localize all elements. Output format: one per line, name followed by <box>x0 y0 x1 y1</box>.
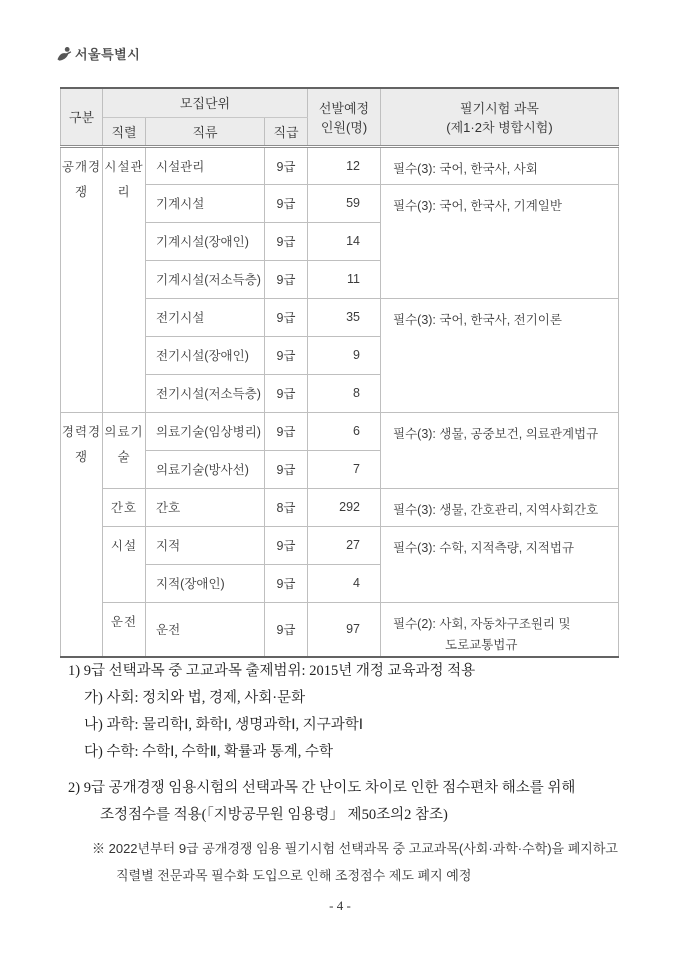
cell-grade: 9급 <box>265 526 308 564</box>
header-seonbal-line2: 인원(명) <box>320 119 368 135</box>
cell-count: 97 <box>308 602 381 657</box>
header-jikryu: 직류 <box>146 117 265 146</box>
cell-grade: 9급 <box>265 564 308 602</box>
cell-count: 12 <box>308 146 381 184</box>
cell-jikryeol: 의료기술 <box>103 412 146 488</box>
page-number: - 4 - <box>329 898 351 913</box>
cell-gubun: 공개경쟁 <box>61 146 103 412</box>
cell-subjects: 필수(3): 국어, 한국사, 기계일반 <box>381 184 619 298</box>
note-3-line2: 직렬별 전문과목 필수화 도입으로 인해 조정점수 제도 폐지 예정 <box>116 868 472 883</box>
table-row <box>61 146 619 184</box>
table-row <box>61 488 619 526</box>
cell-count: 7 <box>308 450 381 488</box>
note-3-line1: ※ 2022년부터 9급 공개경쟁 임용 필기시험 선택과목 중 고교과목(사회·과학·수학)을 폐지하고 <box>92 841 618 856</box>
cell-count: 292 <box>308 488 381 526</box>
header-gubun: 구분 <box>61 88 103 146</box>
note-2-line1: 2) 9급 공개경쟁 임용시험의 선택과목 간 난이도 차이로 인한 점수편차 해소를 위해 <box>68 780 576 796</box>
cell-grade: 9급 <box>265 602 308 657</box>
note-1c: 다) 수학: 수학Ⅰ, 수학Ⅱ, 확률과 통계, 수학 <box>84 744 333 760</box>
cell-subjects: 필수(3): 생물, 공중보건, 의료관계법규 <box>381 412 619 488</box>
seoul-logo <box>56 44 140 63</box>
cell-jikryu: 간호 <box>146 488 265 526</box>
cell-count: 9 <box>308 336 381 374</box>
cell-count: 14 <box>308 222 381 260</box>
cell-jikryeol: 간호 <box>103 488 146 526</box>
cell-jikryeol: 운전 <box>103 602 146 657</box>
cell-jikryu: 전기시설 <box>146 298 265 336</box>
header-seonbal-line1: 선발예정 <box>318 100 370 116</box>
logo-text: 서울특별시 <box>75 47 141 62</box>
cell-jikryu: 운전 <box>146 602 265 657</box>
cell-grade: 8급 <box>265 488 308 526</box>
cell-grade: 9급 <box>265 412 308 450</box>
cell-subjects: 필수(3): 국어, 한국사, 전기이론 <box>381 298 619 412</box>
cell-jikryu: 의료기술(방사선) <box>146 450 265 488</box>
cell-count: 8 <box>308 374 381 412</box>
cell-jikryu: 전기시설(저소득층) <box>146 374 265 412</box>
header-jikgeup: 직급 <box>265 117 308 146</box>
cell-count: 6 <box>308 412 381 450</box>
cell-subjects-line1: 필수(2): 사회, 자동차구조원리 및 <box>393 616 571 631</box>
cell-count: 11 <box>308 260 381 298</box>
table-row <box>61 412 619 450</box>
cell-grade: 9급 <box>265 184 308 222</box>
header-seonbal <box>308 88 381 146</box>
cell-grade: 9급 <box>265 336 308 374</box>
cell-count: 59 <box>308 184 381 222</box>
cell-subjects: 필수(3): 수학, 지적측량, 지적법규 <box>381 526 619 602</box>
cell-count: 27 <box>308 526 381 564</box>
header-pilgi-line1: 필기시험 과목 <box>460 100 539 116</box>
cell-grade: 9급 <box>265 260 308 298</box>
cell-grade: 9급 <box>265 146 308 184</box>
cell-jikryu: 기계시설(장애인) <box>146 222 265 260</box>
cell-jikryeol: 시설 <box>103 526 146 602</box>
cell-grade: 9급 <box>265 450 308 488</box>
cell-subjects: 필수(3): 국어, 한국사, 사회 <box>381 146 619 184</box>
cell-jikryeol: 시설관리 <box>103 146 146 412</box>
cell-count: 35 <box>308 298 381 336</box>
note-1a: 가) 사회: 정치와 법, 경제, 사회·문화 <box>84 690 306 706</box>
header-pilgi <box>381 88 619 146</box>
cell-jikryu: 기계시설(저소득층) <box>146 260 265 298</box>
cell-subjects: 필수(3): 생물, 간호관리, 지역사회간호 <box>381 488 619 526</box>
cell-jikryu: 시설관리 <box>146 146 265 184</box>
cell-count: 4 <box>308 564 381 602</box>
cell-grade: 9급 <box>265 374 308 412</box>
cell-jikryu: 의료기술(임상병리) <box>146 412 265 450</box>
seoul-figure-icon <box>56 46 72 62</box>
header-mojip: 모집단위 <box>103 88 308 117</box>
cell-grade: 9급 <box>265 298 308 336</box>
cell-gubun: 경력경쟁 <box>61 412 103 657</box>
header-jikryeol: 직렬 <box>103 117 146 146</box>
header-pilgi-line2: (제1·2차 병합시험) <box>446 119 553 135</box>
cell-subjects-line2: 도로교통법규 <box>445 637 518 652</box>
cell-jikryu: 기계시설 <box>146 184 265 222</box>
footnotes <box>60 658 626 889</box>
cell-jikryu: 지적 <box>146 526 265 564</box>
recruitment-table <box>60 87 619 658</box>
note-2-line2: 조정점수를 적용(「지방공무원 임용령」 제50조의2 참조) <box>100 807 448 823</box>
cell-jikryu: 전기시설(장애인) <box>146 336 265 374</box>
cell-grade: 9급 <box>265 222 308 260</box>
cell-jikryu: 지적(장애인) <box>146 564 265 602</box>
table-row <box>61 526 619 564</box>
table-row <box>61 602 619 657</box>
note-1: 1) 9급 선택과목 중 고교과목 출제범위: 2015년 개정 교육과정 적용 <box>68 663 476 679</box>
note-1b: 나) 과학: 물리학Ⅰ, 화학Ⅰ, 생명과학Ⅰ, 지구과학Ⅰ <box>84 717 364 733</box>
cell-subjects <box>381 602 619 657</box>
